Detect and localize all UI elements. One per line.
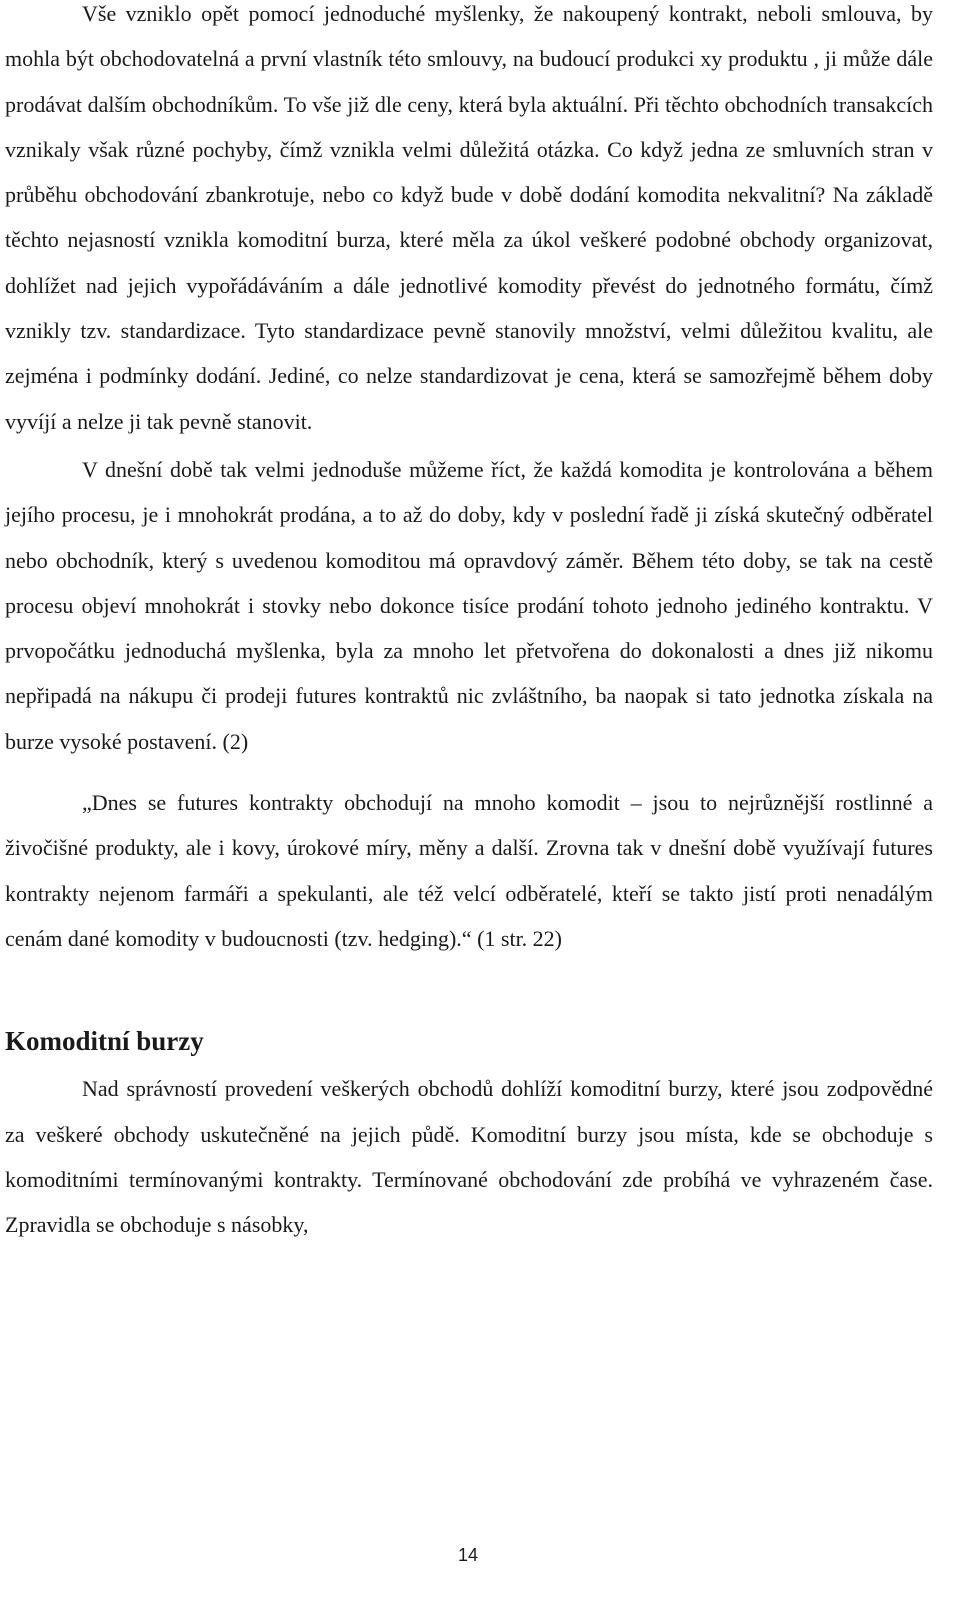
document-page	[5, 0, 933, 1247]
body-paragraph: Vše vzniklo opět pomocí jednoduché myšlenky, že nakoupený kontrakt, neboli smlouva, by mohla být obchodovatelná a první vlastník této smlouvy, na budoucí produkci xy produktu , ji může dále prodávat dalším obchodníkům. To vše již dle ceny, která byla aktuální. Při těchto obchodních transakcích vznikaly však různé pochyby, čímž vznikla velmi důležitá otázka. Co když jedna ze smluvních stran v průběhu obchodování zbankrotuje, nebo co když bude v době dodání komodita nekvalitní? Na základě těchto nejasností vznikla komoditní burza, které měla za úkol veškeré podobné obchody organizovat, dohlížet nad jejich vypořádáváním a dále jednotlivé komodity převést do jednotného formátu, čímž vznikly tzv. standardizace. Tyto standardizace pevně stanovily množství, velmi důležitou kvalitu, ale zejména i podmínky dodání. Jediné, co nelze standardizovat je cena, která se samozřejmě během doby vyvíjí a nelze ji tak pevně stanovit.	[5, 1, 933, 434]
body-paragraph: Nad správností provedení veškerých obchodů dohlíží komoditní burzy, které jsou zodpovědné za veškeré obchody uskutečněné na jejich půdě. Komoditní burzy jsou místa, kde se obchoduje s komoditními termínovanými kontrakty. Termínované obchodování zde probíhá ve vyhrazeném čase. Zpravidla se obchoduje s násobky,	[5, 1076, 933, 1238]
quotation-paragraph: „Dnes se futures kontrakty obchodují na mnoho komodit – jsou to nejrůznější rostlinné a živočišné produkty, ale i kovy, úrokové míry, měny a další. Zrovna tak v dnešní době využívají futures kontrakty nejenom farmáři a spekulanti, ale též velcí odběratelé, kteří se takto jistí proti nenadálým cenám dané komodity v budoucnosti (tzv. hedging).“ (1 str. 22)	[5, 790, 933, 951]
body-paragraph: V dnešní době tak velmi jednoduše můžeme říct, že každá komodita je kontrolována a během jejího procesu, je i mnohokrát prodána, a to až do doby, kdy v poslední řadě ji získá skutečný odběratel nebo obchodník, který s uvedenou komoditou má opravdový záměr. Během této doby, se tak na cestě procesu objeví mnohokrát i stovky nebo dokonce tisíce prodání tohoto jednoho jediného kontraktu. V prvopočátku jednoduchá myšlenka, byla za mnoho let přetvořena do dokonalosti a dnes již nikomu nepřipadá na nákupu či prodeji futures kontraktů nic zvláštního, ba naopak si tato jednotka získala na burze vysoké postavení. (2)	[5, 456, 933, 754]
section-heading: Komoditní burzy	[5, 1026, 204, 1057]
page-number: 14	[457, 1545, 479, 1565]
